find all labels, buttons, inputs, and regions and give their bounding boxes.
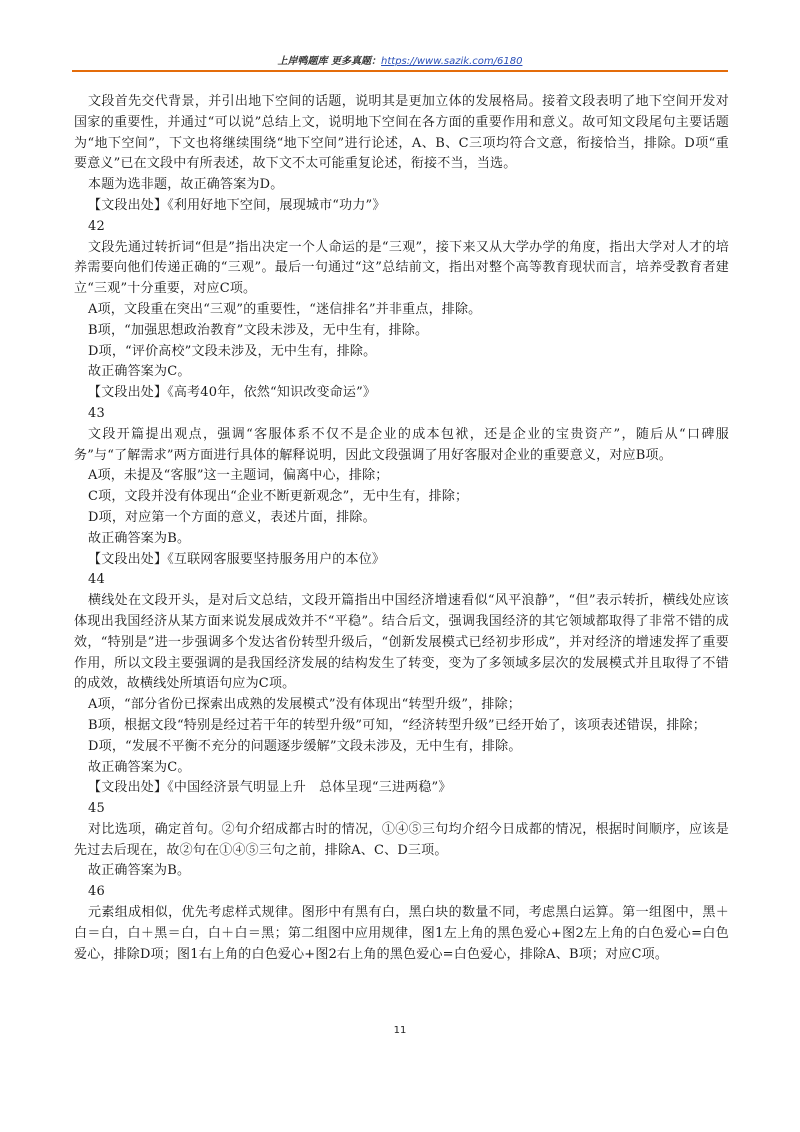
question-number: 44 [88, 572, 105, 588]
paragraph: D项，“评价高校”文段未涉及，无中生有，排除。 [88, 343, 377, 359]
header-divider [72, 70, 728, 72]
page-number: 11 [393, 1025, 407, 1036]
paragraph: A项，文段重在突出“三观”的重要性，“迷信排名”并非重点，排除。 [88, 301, 482, 317]
document-body [74, 92, 729, 965]
paragraph: 横线处在文段开头，是对后文总结，文段开篇指出中国经济增速看似“风平浪静”，“但”表示转折，横线处应该体现出我国经济从某方面来说发展成效并不“平稳”。结合后文，强调我国经济的其它领域都取得了非常不错的成效，“特别是”进一步强调多个发达省份转型升级后，“创新发展模式已经初步形成”，并对经济的增速发挥了重要作用，所以文段主要强调的是我国经济发展的结构发生了转变，变为了多领域多层次的发展模式并且取得了不错的成效，故横线处所填语句应为C项。 [74, 593, 729, 692]
question-number: 45 [88, 801, 105, 817]
paragraph: 对比选项，确定首句。②句介绍成都古时的情况，①④⑤三句均介绍今日成都的情况，根据时间顺序，应该是先过去后现在，故②句在①④⑤三句之前，排除A、C、D三项。 [74, 821, 729, 858]
paragraph: D项，对应第一个方面的意义，表述片面，排除。 [88, 509, 376, 525]
source-citation: 【文段出处】《中国经济景气明显上升 总体呈现“三进两稳”》 [88, 780, 452, 796]
paragraph: A项，未提及“客服”这一主题词，偏离中心，排除； [88, 468, 389, 484]
answer-line: 故正确答案为B。 [88, 530, 191, 546]
paragraph: D项，“发展不平衡不充分的问题逐步缓解”文段未涉及，无中生有，排除。 [88, 738, 522, 754]
source-citation: 【文段出处】《互联网客服要坚持服务用户的本位》 [88, 551, 386, 567]
answer-line: 故正确答案为C。 [88, 364, 191, 380]
header-link[interactable]: https://www.sazik.com/6180 [381, 56, 523, 67]
source-citation: 【文段出处】《高考40年，依然“知识改变命运”》 [88, 385, 377, 401]
paragraph: 文段开篇提出观点，强调“客服体系不仅不是企业的成本包袱，还是企业的宝贵资产”，随后从“口碑服务”与“了解需求”两方面进行具体的解释说明，因此文段强调了用好客服对企业的重要意义，对应B项。 [74, 426, 729, 463]
source-citation: 【文段出处】《利用好地下空间，展现城市“功力”》 [88, 197, 386, 213]
paragraph: 元素组成相似，优先考虑样式规律。图形中有黑有白，黑白块的数量不同，考虑黑白运算。第一组图中，黑＋白＝白，白＋黑＝白，白＋白＝黑；第二组图中应用规律，图1左上角的黑色爱心+图2左上角的白色爱心=白色爱心，排除D项；图1右上角的白色爱心+图2右上角的黑色爱心=白色爱心，排除A、B项；对应C项。 [74, 905, 729, 962]
page-header [0, 52, 800, 67]
paragraph: A项，“部分省份已探索出成熟的发展模式”没有体现出“转型升级”，排除； [88, 697, 521, 713]
question-number: 46 [88, 884, 105, 900]
question-number: 42 [88, 218, 105, 234]
header-label: 上岸鸭题库 更多真题： [277, 56, 382, 67]
paragraph: 文段首先交代背景，并引出地下空间的话题，说明其是更加立体的发展格局。接着文段表明了地下空间开发对国家的重要性，并通过“可以说”总结上文，说明地下空间在各方面的重要作用和意义。故可知文段尾句主要话题为“地下空间”，下文也将继续围绕“地下空间”进行论述，A、B、C三项均符合文意，衔接恰当，排除。D项“重要意义”已在文段中有所表述，故下文不太可能重复论述，衔接不当，当选。 [74, 94, 729, 172]
paragraph: B项，根据文段“特别是经过若干年的转型升级”可知，“经济转型升级”已经开始了，该项表述错误，排除； [88, 717, 706, 733]
answer-line: 故正确答案为C。 [88, 759, 191, 775]
paragraph: C项，文段并没有体现出“企业不断更新观念”，无中生有，排除； [88, 489, 469, 505]
paragraph: 本题为选非题，故正确答案为D。 [88, 177, 284, 193]
paragraph: B项，“加强思想政治教育”文段未涉及，无中生有，排除。 [88, 322, 429, 338]
question-number: 43 [88, 405, 105, 421]
paragraph: 文段先通过转折词“但是”指出决定一个人命运的是“三观”，接下来又从大学办学的角度，指出大学对人才的培养需要向他们传递正确的“三观”。最后一句通过“这”总结前文，指出对整个高等教育现状而言，培养受教育者建立“三观”十分重要，对应C项。 [74, 239, 729, 297]
answer-line: 故正确答案为B。 [88, 863, 191, 879]
